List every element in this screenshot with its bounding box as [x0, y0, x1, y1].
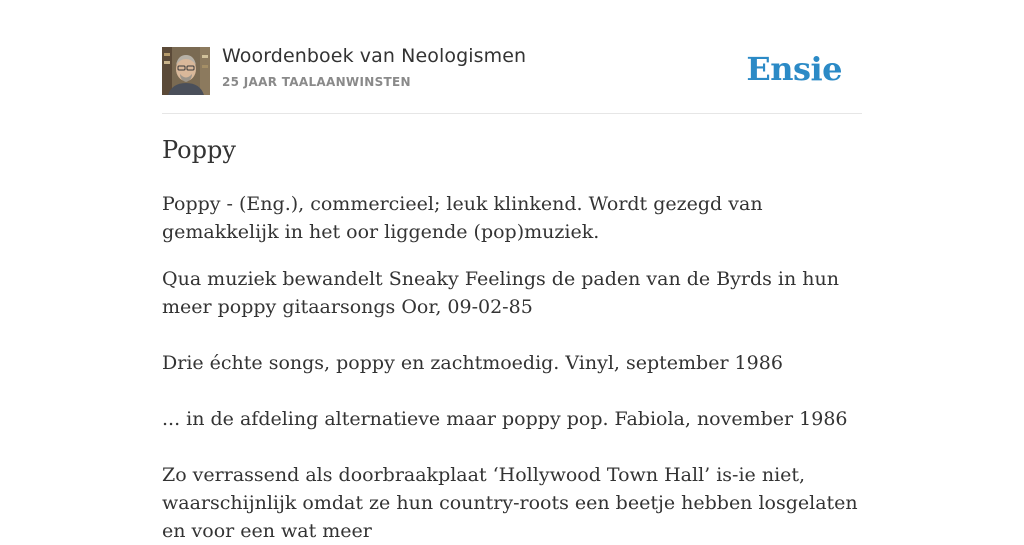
entry-title: Poppy — [162, 136, 236, 164]
entry-content — [162, 190, 872, 545]
site-title[interactable]: Woordenboek van Neologismen — [222, 45, 527, 67]
avatar-portrait — [162, 47, 210, 95]
quote-paragraph: ... in de afdeling alternatieve maar poppy pop. Fabiola, november 1986 — [162, 408, 848, 430]
site-subtitle: 25 JAAR TAALAANWINSTEN — [222, 75, 411, 89]
quote-paragraph: Qua muziek bewandelt Sneaky Feelings de paden van de Byrds in hun meer poppy gitaarsongs Oor, 09-02-85 — [162, 268, 839, 318]
quote-paragraph: Drie échte songs, poppy en zachtmoedig. Vinyl, september 1986 — [162, 352, 783, 374]
quote-paragraph: Zo verrassend als doorbraakplaat ‘Hollywood Town Hall’ is-ie niet, waarschijnlijk omdat ze hun country-roots een beetje hebben losgelaten en voor een wat meer — [162, 464, 858, 542]
author-avatar-icon[interactable] — [162, 47, 210, 95]
page-container — [162, 0, 862, 542]
entry-definition: Poppy - (Eng.), commercieel; leuk klinkend. Wordt gezegd van gemakkelijk in het oor liggende (pop)muziek. — [162, 193, 763, 243]
ensie-logo-link[interactable]: Ensie — [746, 50, 842, 88]
line-break — [162, 377, 872, 405]
line-break — [162, 321, 872, 349]
site-header — [162, 0, 862, 114]
line-break — [162, 433, 872, 461]
